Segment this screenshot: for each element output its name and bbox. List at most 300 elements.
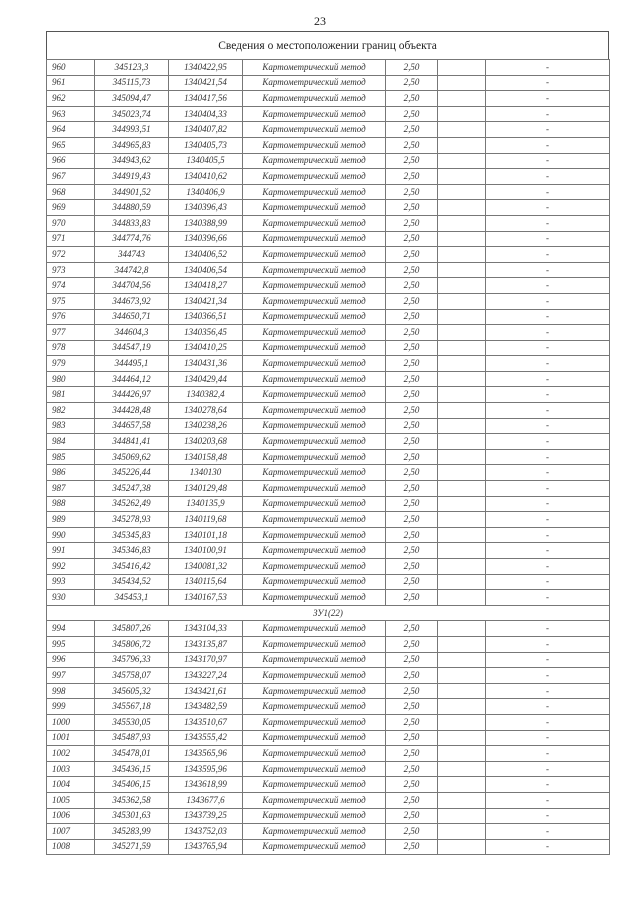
dash-cell: -	[486, 465, 610, 481]
point-number-cell: 1000	[47, 714, 95, 730]
empty-cell	[438, 325, 486, 341]
point-number-cell: 972	[47, 247, 95, 263]
coordinate-y-cell: 1343618,99	[169, 777, 243, 793]
empty-cell	[438, 340, 486, 356]
accuracy-cell: 2,50	[386, 668, 438, 684]
coordinate-x-cell: 344833,83	[95, 215, 169, 231]
empty-cell	[438, 262, 486, 278]
dash-cell: -	[486, 262, 610, 278]
coordinate-x-cell: 345362,58	[95, 792, 169, 808]
coordinate-y-cell: 1340396,66	[169, 231, 243, 247]
point-number-cell: 965	[47, 137, 95, 153]
method-cell: Картометрический метод	[243, 60, 386, 76]
table-row	[47, 481, 610, 497]
table-row	[47, 262, 610, 278]
dash-cell: -	[486, 699, 610, 715]
accuracy-cell: 2,50	[386, 215, 438, 231]
accuracy-cell: 2,50	[386, 714, 438, 730]
empty-cell	[438, 652, 486, 668]
coordinate-y-cell: 1343510,67	[169, 714, 243, 730]
coordinate-y-cell: 1340410,62	[169, 169, 243, 185]
empty-cell	[438, 106, 486, 122]
method-cell: Картометрический метод	[243, 652, 386, 668]
empty-cell	[438, 465, 486, 481]
point-number-cell: 971	[47, 231, 95, 247]
coordinate-y-cell: 1343170,97	[169, 652, 243, 668]
point-number-cell: 977	[47, 325, 95, 341]
method-cell: Картометрический метод	[243, 824, 386, 840]
point-number-cell: 1007	[47, 824, 95, 840]
empty-cell	[438, 169, 486, 185]
accuracy-cell: 2,50	[386, 169, 438, 185]
coordinate-y-cell: 1340081,32	[169, 559, 243, 575]
accuracy-cell: 2,50	[386, 543, 438, 559]
table-row	[47, 325, 610, 341]
method-cell: Картометрический метод	[243, 200, 386, 216]
table-row	[47, 153, 610, 169]
method-cell: Картометрический метод	[243, 247, 386, 263]
empty-cell	[438, 808, 486, 824]
table-row	[47, 839, 610, 855]
table-row	[47, 215, 610, 231]
method-cell: Картометрический метод	[243, 543, 386, 559]
coordinates-table	[46, 59, 610, 855]
coordinate-x-cell: 345806,72	[95, 636, 169, 652]
accuracy-cell: 2,50	[386, 371, 438, 387]
method-cell: Картометрический метод	[243, 215, 386, 231]
coordinate-y-cell: 1340101,18	[169, 527, 243, 543]
dash-cell: -	[486, 481, 610, 497]
method-cell: Картометрический метод	[243, 340, 386, 356]
point-number-cell: 979	[47, 356, 95, 372]
empty-cell	[438, 122, 486, 138]
method-cell: Картометрический метод	[243, 621, 386, 637]
accuracy-cell: 2,50	[386, 465, 438, 481]
accuracy-cell: 2,50	[386, 839, 438, 855]
point-number-cell: 980	[47, 371, 95, 387]
coordinate-y-cell: 1343482,59	[169, 699, 243, 715]
coordinate-y-cell: 1340418,27	[169, 278, 243, 294]
method-cell: Картометрический метод	[243, 184, 386, 200]
empty-cell	[438, 527, 486, 543]
coordinate-x-cell: 345487,93	[95, 730, 169, 746]
table-row	[47, 247, 610, 263]
method-cell: Картометрический метод	[243, 746, 386, 762]
coordinate-x-cell: 345416,42	[95, 559, 169, 575]
coordinate-x-cell: 344673,92	[95, 293, 169, 309]
coordinate-y-cell: 1340405,73	[169, 137, 243, 153]
coordinate-x-cell: 344428,48	[95, 403, 169, 419]
coordinate-y-cell: 1343555,42	[169, 730, 243, 746]
method-cell: Картометрический метод	[243, 91, 386, 107]
coordinate-x-cell: 345345,83	[95, 527, 169, 543]
empty-cell	[438, 792, 486, 808]
section-row	[47, 605, 610, 621]
accuracy-cell: 2,50	[386, 293, 438, 309]
method-cell: Картометрический метод	[243, 356, 386, 372]
accuracy-cell: 2,50	[386, 231, 438, 247]
method-cell: Картометрический метод	[243, 668, 386, 684]
empty-cell	[438, 559, 486, 575]
dash-cell: -	[486, 621, 610, 637]
coordinate-x-cell: 344774,76	[95, 231, 169, 247]
method-cell: Картометрический метод	[243, 169, 386, 185]
coordinate-x-cell: 344704,56	[95, 278, 169, 294]
coordinate-y-cell: 1340115,64	[169, 574, 243, 590]
dash-cell: -	[486, 730, 610, 746]
coordinate-x-cell: 345123,3	[95, 60, 169, 76]
table-row	[47, 231, 610, 247]
empty-cell	[438, 746, 486, 762]
point-number-cell: 999	[47, 699, 95, 715]
table-row	[47, 621, 610, 637]
coordinate-x-cell: 345530,05	[95, 714, 169, 730]
accuracy-cell: 2,50	[386, 278, 438, 294]
coordinate-y-cell: 1340407,82	[169, 122, 243, 138]
coordinate-y-cell: 1343765,94	[169, 839, 243, 855]
method-cell: Картометрический метод	[243, 730, 386, 746]
coordinate-y-cell: 1343135,87	[169, 636, 243, 652]
empty-cell	[438, 590, 486, 606]
method-cell: Картометрический метод	[243, 574, 386, 590]
coordinate-y-cell: 1340417,56	[169, 91, 243, 107]
coordinate-y-cell: 1340431,36	[169, 356, 243, 372]
method-cell: Картометрический метод	[243, 153, 386, 169]
coordinate-x-cell: 344743	[95, 247, 169, 263]
empty-cell	[438, 621, 486, 637]
table-row	[47, 200, 610, 216]
coordinate-y-cell: 1340406,54	[169, 262, 243, 278]
table-row	[47, 403, 610, 419]
method-cell: Картометрический метод	[243, 714, 386, 730]
table-row	[47, 730, 610, 746]
dash-cell: -	[486, 293, 610, 309]
point-number-cell: 987	[47, 481, 95, 497]
empty-cell	[438, 574, 486, 590]
accuracy-cell: 2,50	[386, 621, 438, 637]
method-cell: Картометрический метод	[243, 418, 386, 434]
dash-cell: -	[486, 309, 610, 325]
empty-cell	[438, 387, 486, 403]
empty-cell	[438, 496, 486, 512]
coordinate-x-cell: 344880,59	[95, 200, 169, 216]
table-row	[47, 824, 610, 840]
coordinate-x-cell: 345758,07	[95, 668, 169, 684]
point-number-cell: 991	[47, 543, 95, 559]
point-number-cell: 986	[47, 465, 95, 481]
method-cell: Картометрический метод	[243, 262, 386, 278]
point-number-cell: 1005	[47, 792, 95, 808]
method-cell: Картометрический метод	[243, 527, 386, 543]
empty-cell	[438, 371, 486, 387]
accuracy-cell: 2,50	[386, 418, 438, 434]
accuracy-cell: 2,50	[386, 652, 438, 668]
point-number-cell: 1003	[47, 761, 95, 777]
dash-cell: -	[486, 340, 610, 356]
method-cell: Картометрический метод	[243, 590, 386, 606]
empty-cell	[438, 184, 486, 200]
coordinate-x-cell: 345796,33	[95, 652, 169, 668]
point-number-cell: 930	[47, 590, 95, 606]
accuracy-cell: 2,50	[386, 184, 438, 200]
coordinate-x-cell: 344943,62	[95, 153, 169, 169]
coordinate-x-cell: 344604,3	[95, 325, 169, 341]
dash-cell: -	[486, 122, 610, 138]
empty-cell	[438, 403, 486, 419]
point-number-cell: 975	[47, 293, 95, 309]
table-row	[47, 434, 610, 450]
accuracy-cell: 2,50	[386, 137, 438, 153]
table-row	[47, 668, 610, 684]
coordinate-y-cell: 1343739,25	[169, 808, 243, 824]
coordinate-y-cell: 1343565,96	[169, 746, 243, 762]
point-number-cell: 967	[47, 169, 95, 185]
coordinate-y-cell: 1340158,48	[169, 449, 243, 465]
empty-cell	[438, 761, 486, 777]
coordinate-y-cell: 1340356,45	[169, 325, 243, 341]
point-number-cell: 995	[47, 636, 95, 652]
coordinate-x-cell: 344547,19	[95, 340, 169, 356]
empty-cell	[438, 60, 486, 76]
dash-cell: -	[486, 169, 610, 185]
coordinates-frame	[46, 31, 609, 855]
coordinate-y-cell: 1343677,6	[169, 792, 243, 808]
coordinate-y-cell: 1340100,91	[169, 543, 243, 559]
table-row	[47, 559, 610, 575]
empty-cell	[438, 543, 486, 559]
empty-cell	[438, 309, 486, 325]
coordinate-x-cell: 344495,1	[95, 356, 169, 372]
dash-cell: -	[486, 512, 610, 528]
method-cell: Картометрический метод	[243, 403, 386, 419]
dash-cell: -	[486, 231, 610, 247]
point-number-cell: 968	[47, 184, 95, 200]
point-number-cell: 996	[47, 652, 95, 668]
coordinate-x-cell: 344901,52	[95, 184, 169, 200]
point-number-cell: 998	[47, 683, 95, 699]
document-title: Сведения о местоположении границ объекта	[46, 31, 609, 59]
table-row	[47, 340, 610, 356]
point-number-cell: 992	[47, 559, 95, 575]
table-row	[47, 387, 610, 403]
coordinate-x-cell: 345807,26	[95, 621, 169, 637]
coordinate-x-cell: 344650,71	[95, 309, 169, 325]
point-number-cell: 1002	[47, 746, 95, 762]
accuracy-cell: 2,50	[386, 106, 438, 122]
empty-cell	[438, 293, 486, 309]
table-row	[47, 309, 610, 325]
dash-cell: -	[486, 559, 610, 575]
table-row	[47, 699, 610, 715]
empty-cell	[438, 777, 486, 793]
coordinate-x-cell: 345346,83	[95, 543, 169, 559]
coordinate-x-cell: 345436,15	[95, 761, 169, 777]
dash-cell: -	[486, 60, 610, 76]
coordinate-y-cell: 1343227,24	[169, 668, 243, 684]
point-number-cell: 984	[47, 434, 95, 450]
empty-cell	[438, 215, 486, 231]
method-cell: Картометрический метод	[243, 481, 386, 497]
coordinate-y-cell: 1340422,95	[169, 60, 243, 76]
point-number-cell: 976	[47, 309, 95, 325]
coordinate-x-cell: 345453,1	[95, 590, 169, 606]
section-label: ЗУ1(22)	[47, 605, 610, 621]
dash-cell: -	[486, 496, 610, 512]
accuracy-cell: 2,50	[386, 559, 438, 575]
empty-cell	[438, 824, 486, 840]
empty-cell	[438, 636, 486, 652]
accuracy-cell: 2,50	[386, 247, 438, 263]
method-cell: Картометрический метод	[243, 559, 386, 575]
coordinate-y-cell: 1340203,68	[169, 434, 243, 450]
dash-cell: -	[486, 137, 610, 153]
accuracy-cell: 2,50	[386, 356, 438, 372]
coordinate-y-cell: 1340278,64	[169, 403, 243, 419]
method-cell: Картометрический метод	[243, 792, 386, 808]
point-number-cell: 1008	[47, 839, 95, 855]
empty-cell	[438, 153, 486, 169]
point-number-cell: 994	[47, 621, 95, 637]
table-row	[47, 714, 610, 730]
coordinate-x-cell: 344742,8	[95, 262, 169, 278]
coordinate-y-cell: 1340405,5	[169, 153, 243, 169]
table-row	[47, 184, 610, 200]
coordinate-x-cell: 345283,99	[95, 824, 169, 840]
dash-cell: -	[486, 153, 610, 169]
coordinate-y-cell: 1340119,68	[169, 512, 243, 528]
coordinate-y-cell: 1340421,54	[169, 75, 243, 91]
point-number-cell: 993	[47, 574, 95, 590]
coordinate-x-cell: 345567,18	[95, 699, 169, 715]
empty-cell	[438, 434, 486, 450]
method-cell: Картометрический метод	[243, 387, 386, 403]
table-row	[47, 356, 610, 372]
accuracy-cell: 2,50	[386, 683, 438, 699]
accuracy-cell: 2,50	[386, 153, 438, 169]
table-row	[47, 449, 610, 465]
empty-cell	[438, 356, 486, 372]
coordinate-y-cell: 1340167,53	[169, 590, 243, 606]
empty-cell	[438, 683, 486, 699]
table-row	[47, 137, 610, 153]
empty-cell	[438, 730, 486, 746]
dash-cell: -	[486, 356, 610, 372]
dash-cell: -	[486, 839, 610, 855]
empty-cell	[438, 699, 486, 715]
accuracy-cell: 2,50	[386, 808, 438, 824]
coordinate-x-cell: 344841,41	[95, 434, 169, 450]
table-row	[47, 636, 610, 652]
dash-cell: -	[486, 761, 610, 777]
coordinate-x-cell: 345301,63	[95, 808, 169, 824]
coordinate-y-cell: 1340429,44	[169, 371, 243, 387]
table-row	[47, 75, 610, 91]
method-cell: Картометрический метод	[243, 309, 386, 325]
point-number-cell: 982	[47, 403, 95, 419]
coordinate-y-cell: 1340404,33	[169, 106, 243, 122]
table-row	[47, 169, 610, 185]
dash-cell: -	[486, 247, 610, 263]
dash-cell: -	[486, 278, 610, 294]
coordinate-y-cell: 1343104,33	[169, 621, 243, 637]
method-cell: Картометрический метод	[243, 434, 386, 450]
table-row	[47, 527, 610, 543]
coordinate-y-cell: 1340388,99	[169, 215, 243, 231]
accuracy-cell: 2,50	[386, 746, 438, 762]
dash-cell: -	[486, 325, 610, 341]
empty-cell	[438, 512, 486, 528]
coordinate-x-cell: 345226,44	[95, 465, 169, 481]
dash-cell: -	[486, 636, 610, 652]
dash-cell: -	[486, 792, 610, 808]
point-number-cell: 964	[47, 122, 95, 138]
table-row	[47, 777, 610, 793]
table-row	[47, 106, 610, 122]
table-row	[47, 122, 610, 138]
method-cell: Картометрический метод	[243, 699, 386, 715]
coordinate-y-cell: 1340238,26	[169, 418, 243, 434]
empty-cell	[438, 668, 486, 684]
coordinates-table-body	[47, 60, 610, 855]
point-number-cell: 997	[47, 668, 95, 684]
accuracy-cell: 2,50	[386, 574, 438, 590]
point-number-cell: 1001	[47, 730, 95, 746]
method-cell: Картометрический метод	[243, 761, 386, 777]
table-row	[47, 792, 610, 808]
coordinate-x-cell: 345605,32	[95, 683, 169, 699]
point-number-cell: 989	[47, 512, 95, 528]
coordinate-x-cell: 345262,49	[95, 496, 169, 512]
table-row	[47, 371, 610, 387]
method-cell: Картометрический метод	[243, 325, 386, 341]
coordinate-y-cell: 1340406,9	[169, 184, 243, 200]
dash-cell: -	[486, 106, 610, 122]
point-number-cell: 988	[47, 496, 95, 512]
coordinate-x-cell: 345478,01	[95, 746, 169, 762]
point-number-cell: 973	[47, 262, 95, 278]
method-cell: Картометрический метод	[243, 636, 386, 652]
accuracy-cell: 2,50	[386, 403, 438, 419]
accuracy-cell: 2,50	[386, 200, 438, 216]
method-cell: Картометрический метод	[243, 512, 386, 528]
point-number-cell: 969	[47, 200, 95, 216]
coordinate-y-cell: 1340410,25	[169, 340, 243, 356]
point-number-cell: 1004	[47, 777, 95, 793]
method-cell: Картометрический метод	[243, 777, 386, 793]
point-number-cell: 961	[47, 75, 95, 91]
method-cell: Картометрический метод	[243, 683, 386, 699]
method-cell: Картометрический метод	[243, 839, 386, 855]
dash-cell: -	[486, 387, 610, 403]
coordinate-x-cell: 345023,74	[95, 106, 169, 122]
empty-cell	[438, 137, 486, 153]
table-row	[47, 683, 610, 699]
dash-cell: -	[486, 543, 610, 559]
table-row	[47, 574, 610, 590]
empty-cell	[438, 247, 486, 263]
dash-cell: -	[486, 652, 610, 668]
table-row	[47, 590, 610, 606]
coordinate-x-cell: 345271,59	[95, 839, 169, 855]
dash-cell: -	[486, 91, 610, 107]
accuracy-cell: 2,50	[386, 761, 438, 777]
accuracy-cell: 2,50	[386, 262, 438, 278]
dash-cell: -	[486, 75, 610, 91]
point-number-cell: 985	[47, 449, 95, 465]
accuracy-cell: 2,50	[386, 636, 438, 652]
empty-cell	[438, 200, 486, 216]
coordinate-x-cell: 344993,51	[95, 122, 169, 138]
